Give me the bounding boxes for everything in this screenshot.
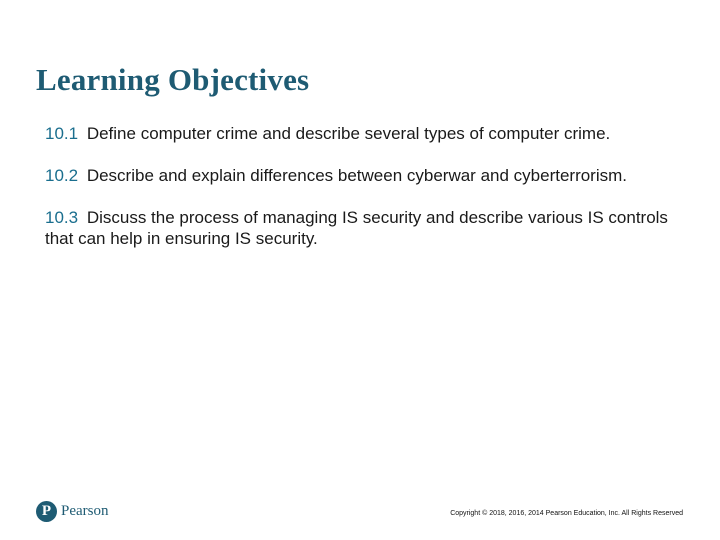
objective-item (45, 207, 685, 249)
objective-text: Discuss the process of managing IS security and describe various IS controls that can help in ensuring IS security. (45, 208, 668, 248)
pearson-wordmark: Pearson (61, 503, 109, 519)
objective-number: 10.2 (45, 166, 79, 185)
objective-text: Define computer crime and describe several types of computer crime. (86, 124, 611, 143)
pearson-logo-icon: P (36, 501, 57, 522)
objective-text: Describe and explain differences between cyberwar and cyberterrorism. (86, 166, 628, 185)
objective-number: 10.3 (45, 208, 79, 227)
learning-objectives-list (45, 123, 685, 270)
objective-number: 10.1 (45, 124, 79, 143)
pearson-logo (36, 501, 109, 522)
copyright-notice: Copyright © 2018, 2016, 2014 Pearson Education, Inc. All Rights Reserved (450, 510, 683, 517)
slide-title: Learning Objectives (36, 62, 310, 97)
objective-item (45, 165, 685, 186)
objective-item (45, 123, 685, 144)
